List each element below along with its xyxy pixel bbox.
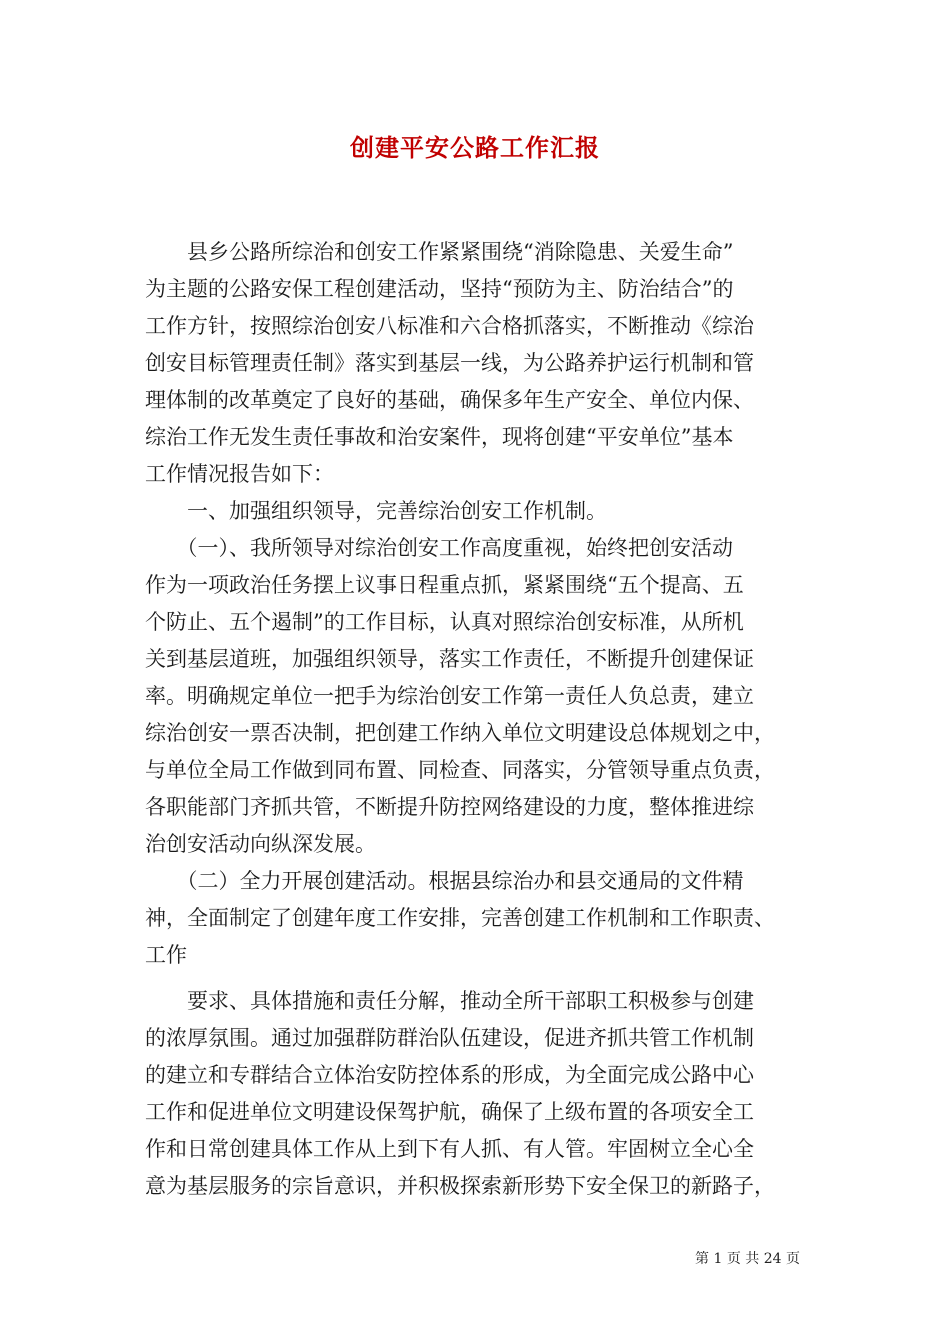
body-line: 作为一项政治任务摆上议事日程重点抓，紧紧围绕“五个提高、五 (145, 573, 744, 597)
body-line: 作和日常创建具体工作从上到下有人抓、有人管。牢固树立全心全 (145, 1137, 754, 1161)
section-heading: 一、加强组织领导，完善综治创安工作机制。 (145, 499, 607, 523)
body-line: 创安目标管理责任制》落实到基层一线，为公路养护运行机制和管 (145, 351, 754, 375)
body-line: 综治创安一票否决制，把创建工作纳入单位文明建设总体规划之中， (145, 721, 775, 745)
body-line: 工作 (145, 943, 187, 967)
body-line: （二）全力开展创建活动。根据县综治办和县交通局的文件精 (145, 869, 744, 893)
body-line: 工作方针，按照综治创安八标准和六合格抓落实，不断推动《综治 (145, 314, 754, 338)
body-line: 理体制的改革奠定了良好的基础，确保多年生产安全、单位内保、 (145, 388, 754, 412)
body-line: 关到基层道班，加强组织领导，落实工作责任，不断提升创建保证 (145, 647, 754, 671)
body-line: 工作情况报告如下： (145, 462, 334, 486)
body-line: 与单位全局工作做到同布置、同检查、同落实，分管领导重点负责， (145, 758, 775, 782)
body-line: 为主题的公路安保工程创建活动，坚持“预防为主、防治结合”的 (145, 277, 734, 301)
body-line: 治创安活动向纵深发展。 (145, 832, 376, 856)
paragraph-gap (145, 974, 813, 983)
body-line: 各职能部门齐抓共管，不断提升防控网络建设的力度，整体推进综 (145, 795, 754, 819)
body-line: 神，全面制定了创建年度工作安排，完善创建工作机制和工作职责、 (145, 906, 775, 930)
body-line: 工作和促进单位文明建设保驾护航，确保了上级布置的各项安全工 (145, 1100, 754, 1124)
body-line: 县乡公路所综治和创安工作紧紧围绕“消除隐患、关爱生命” (145, 240, 734, 264)
body-line: 的浓厚氛围。通过加强群防群治队伍建设，促进齐抓共管工作机制 (145, 1026, 754, 1050)
body-line: 要求、具体措施和责任分解，推动全所干部职工积极参与创建 (145, 989, 754, 1013)
document-title: 创建平安公路工作汇报 (350, 133, 600, 162)
body-line: （一）、我所领导对综治创安工作高度重视，始终把创安活动 (145, 536, 733, 560)
body-line: 综治工作无发生责任事故和治安案件，现将创建“平安单位”基本 (145, 425, 734, 449)
page-number: 第 1 页 共 24 页 (695, 1251, 800, 1267)
body-line: 率。明确规定单位一把手为综治创安工作第一责任人负总责，建立 (145, 684, 754, 708)
body-line: 的建立和专群结合立体治安防控体系的形成，为全面完成公路中心 (145, 1063, 754, 1087)
document-body (145, 234, 813, 1205)
body-line: 意为基层服务的宗旨意识，并积极探索新形势下安全保卫的新路子， (145, 1174, 775, 1198)
body-line: 个防止、五个遏制”的工作目标，认真对照综治创安标准，从所机 (145, 610, 744, 634)
